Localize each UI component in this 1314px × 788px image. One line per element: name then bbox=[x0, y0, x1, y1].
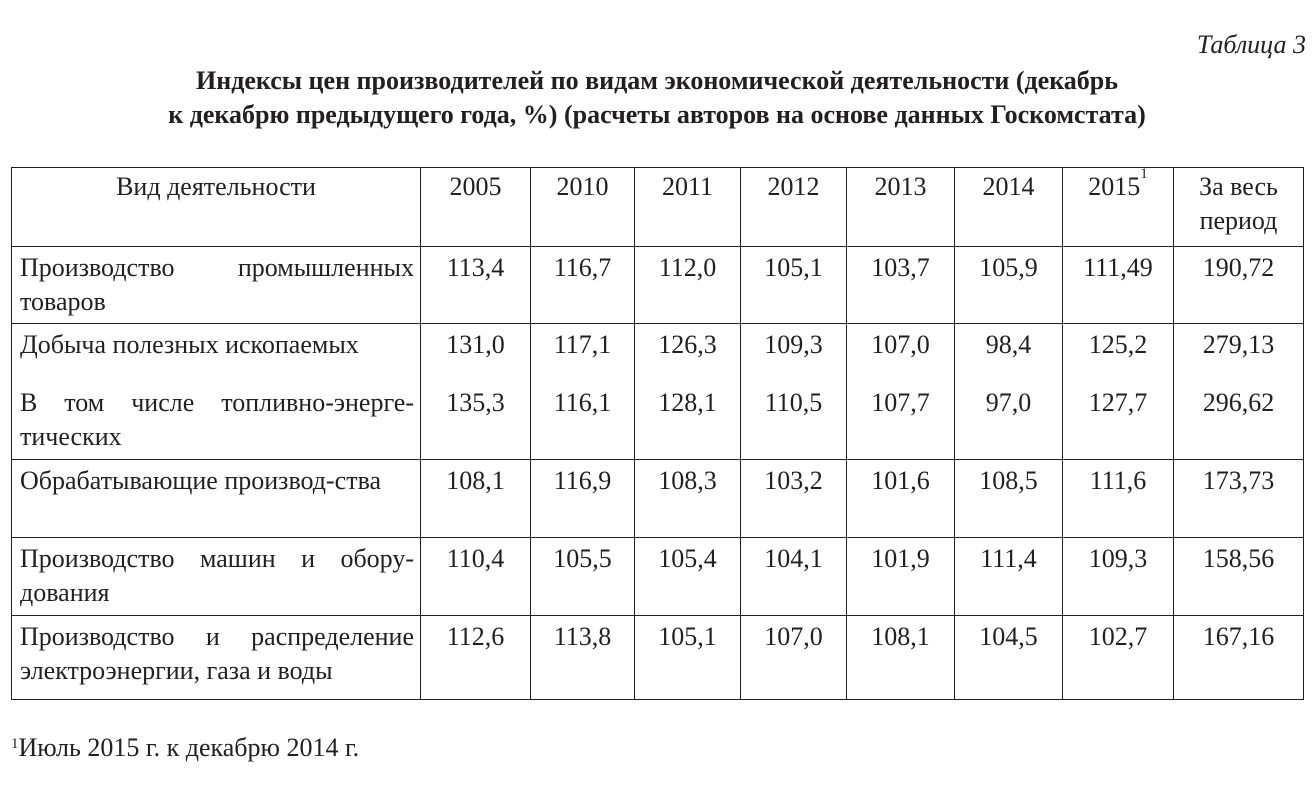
table-caption: Таблица 3 bbox=[1196, 30, 1306, 59]
table-row bbox=[12, 460, 1304, 538]
row-name: Производство промышленных товаров bbox=[12, 247, 421, 324]
footnote bbox=[11, 733, 359, 763]
table-row bbox=[12, 616, 1304, 700]
cell-2013: 103,7 bbox=[847, 247, 955, 324]
cell-value: 116,1 bbox=[553, 388, 612, 417]
cell-total: 190,72 bbox=[1174, 247, 1304, 324]
footnote-mark: 1 bbox=[1140, 166, 1148, 182]
cell-2015 bbox=[1063, 324, 1174, 460]
cell-2005: 112,6 bbox=[421, 616, 531, 700]
table-title bbox=[0, 64, 1314, 132]
cell-2015: 109,3 bbox=[1063, 538, 1174, 616]
cell-2012: 104,1 bbox=[741, 538, 847, 616]
table-row-merged bbox=[12, 324, 1304, 460]
table-row bbox=[12, 247, 1304, 324]
cell-value: 109,3 bbox=[764, 330, 823, 359]
table-row bbox=[12, 538, 1304, 616]
table-header-row bbox=[12, 168, 1304, 247]
cell-2011: 112,0 bbox=[635, 247, 741, 324]
cell-2014 bbox=[955, 324, 1063, 460]
row-name bbox=[12, 324, 421, 460]
cell-2013: 101,6 bbox=[847, 460, 955, 538]
cell-value: 107,0 bbox=[871, 330, 930, 359]
header-total-line-2: период bbox=[1199, 206, 1278, 235]
cell-2013: 108,1 bbox=[847, 616, 955, 700]
cell-total: 158,56 bbox=[1174, 538, 1304, 616]
cell-2015: 111,6 bbox=[1063, 460, 1174, 538]
header-total-line-1: За весь bbox=[1199, 172, 1278, 201]
cell-value: 125,2 bbox=[1088, 330, 1148, 359]
cell-2011: 105,4 bbox=[635, 538, 741, 616]
header-2011: 2011 bbox=[635, 168, 741, 247]
cell-value: 127,7 bbox=[1088, 388, 1148, 417]
header-2010: 2010 bbox=[531, 168, 635, 247]
cell-2010: 116,9 bbox=[531, 460, 635, 538]
cell-2011 bbox=[635, 324, 741, 460]
row-name: Производство машин и обору-дования bbox=[12, 538, 421, 616]
cell-2012: 103,2 bbox=[741, 460, 847, 538]
header-2015-label: 2015 bbox=[1088, 172, 1141, 201]
cell-2005: 108,1 bbox=[421, 460, 531, 538]
cell-value: 97,0 bbox=[985, 388, 1032, 417]
cell-2011: 105,1 bbox=[635, 616, 741, 700]
cell-2005: 113,4 bbox=[421, 247, 531, 324]
cell-2013: 101,9 bbox=[847, 538, 955, 616]
cell-value: 279,13 bbox=[1202, 330, 1275, 359]
cell-value: 110,5 bbox=[764, 388, 823, 417]
cell-value: 296,62 bbox=[1202, 388, 1275, 417]
cell-2012: 105,1 bbox=[741, 247, 847, 324]
row-name-fuel-energy: В том числе топливно-энерге-тических bbox=[20, 388, 414, 451]
cell-total: 167,16 bbox=[1174, 616, 1304, 700]
footnote-text: Июль 2015 г. к декабрю 2014 г. bbox=[18, 733, 360, 762]
cell-total: 173,73 bbox=[1174, 460, 1304, 538]
cell-2012: 107,0 bbox=[741, 616, 847, 700]
header-2015 bbox=[1063, 168, 1174, 247]
cell-2010 bbox=[531, 324, 635, 460]
cell-total bbox=[1174, 324, 1304, 460]
price-index-table bbox=[11, 167, 1304, 700]
cell-value: 117,1 bbox=[553, 330, 612, 359]
header-2013: 2013 bbox=[847, 168, 955, 247]
cell-2010: 113,8 bbox=[531, 616, 635, 700]
cell-value: 135,3 bbox=[446, 388, 505, 417]
header-activity: Вид деятельности bbox=[12, 168, 421, 247]
header-total-period bbox=[1174, 168, 1304, 247]
cell-value: 131,0 bbox=[446, 330, 505, 359]
cell-2005: 110,4 bbox=[421, 538, 531, 616]
footnote-mark: 1 bbox=[11, 736, 19, 752]
cell-2005 bbox=[421, 324, 531, 460]
cell-2014: 108,5 bbox=[955, 460, 1063, 538]
cell-value: 107,7 bbox=[871, 388, 930, 417]
cell-2011: 108,3 bbox=[635, 460, 741, 538]
cell-2012 bbox=[741, 324, 847, 460]
header-2014: 2014 bbox=[955, 168, 1063, 247]
cell-2014: 104,5 bbox=[955, 616, 1063, 700]
row-name-mining: Добыча полезных ископаемых bbox=[20, 330, 359, 359]
row-name: Производство и распределение электроэнергии, газа и воды bbox=[12, 616, 421, 700]
cell-2010: 116,7 bbox=[531, 247, 635, 324]
title-line-1: Индексы цен производителей по видам экономической деятельности (декабрь bbox=[195, 66, 1119, 95]
title-line-2: к декабрю предыдущего года, %) (расчеты авторов на основе данных Госкомстата) bbox=[168, 100, 1146, 129]
cell-value: 126,3 bbox=[658, 330, 717, 359]
cell-2014: 105,9 bbox=[955, 247, 1063, 324]
header-2012: 2012 bbox=[741, 168, 847, 247]
cell-2010: 105,5 bbox=[531, 538, 635, 616]
cell-value: 128,1 bbox=[658, 388, 717, 417]
cell-value: 98,4 bbox=[985, 330, 1032, 359]
header-2005: 2005 bbox=[421, 168, 531, 247]
cell-2015: 111,49 bbox=[1063, 247, 1174, 324]
cell-2013 bbox=[847, 324, 955, 460]
cell-2014: 111,4 bbox=[955, 538, 1063, 616]
cell-2015: 102,7 bbox=[1063, 616, 1174, 700]
row-name: Обрабатывающие производ-ства bbox=[12, 460, 421, 538]
